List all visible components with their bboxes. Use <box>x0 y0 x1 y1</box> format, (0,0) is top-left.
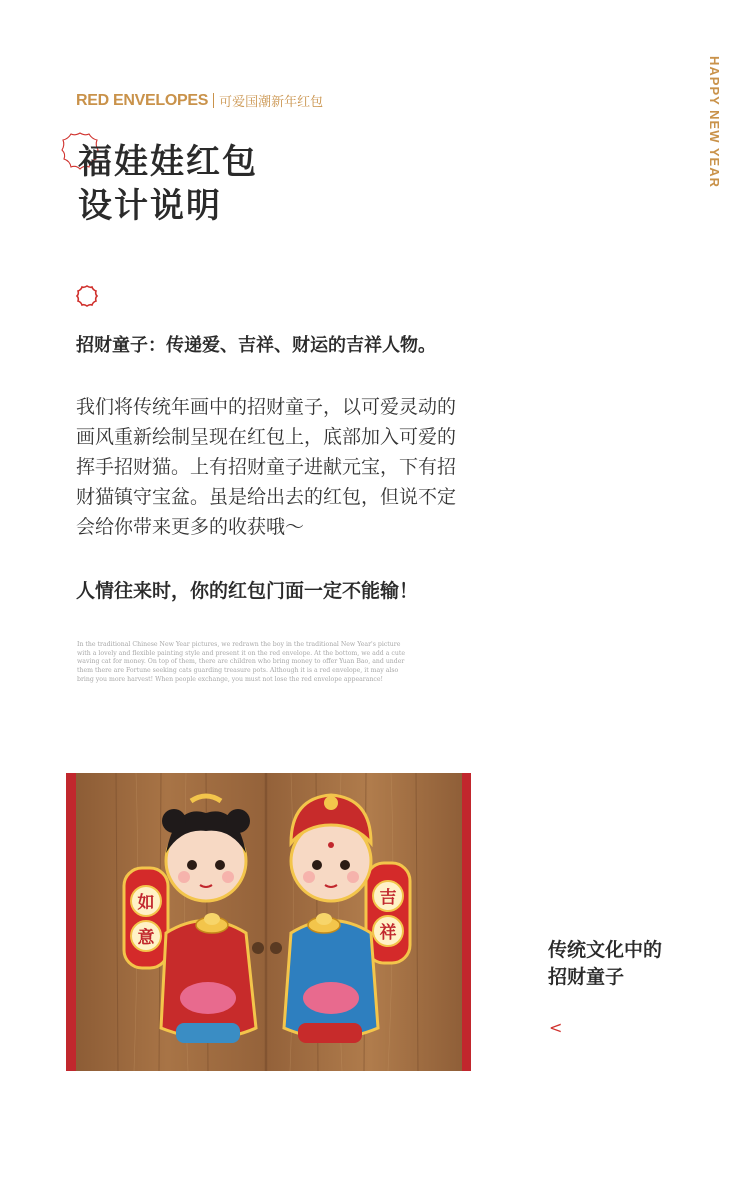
eyebrow-en: RED ENVELOPES <box>76 91 209 109</box>
eyebrow-cn: 可爱国潮新年红包 <box>219 95 324 110</box>
english-line: waving cat for money. On top of them, there are children who bring money to offer Yuan Bao, and under <box>77 658 405 666</box>
english-description <box>77 641 417 685</box>
body-line: 挥手招财猫。上有招财童子进献元宝，下有招 <box>76 456 457 478</box>
english-line: In the traditional Chinese New Year pictures, we redrawn the boy in the traditional New Year's picture <box>77 641 401 648</box>
body-line: 我们将传统年画中的招财童子，以可爱灵动的 <box>76 396 457 418</box>
english-line: with a lovely and flexible painting style and present it on the red envelope. At the bottom, we add a cute <box>77 649 405 657</box>
body-line: 会给你带来更多的收获哦～ <box>76 516 305 538</box>
eyebrow-divider <box>213 93 214 108</box>
description-paragraph <box>76 392 508 542</box>
prev-arrow-icon[interactable]: < <box>549 1018 563 1037</box>
body-line: 画风重新绘制呈现在红包上，底部加入可爱的 <box>76 426 457 448</box>
body-line: 财猫镇守宝盆。虽是给出去的红包，但说不定 <box>76 486 457 508</box>
door-god-photo <box>66 773 471 1071</box>
couplet-char: 吉 <box>379 888 397 908</box>
eyebrow <box>76 91 323 110</box>
side-tag-happy-new-year: HAPPY NEW YEAR <box>707 56 722 188</box>
title-line-1: 福娃娃红包 <box>78 142 258 182</box>
couplet-char: 如 <box>137 893 155 913</box>
tagline: 人情往来时，你的红包门面一定不能输！ <box>76 580 419 602</box>
photo-caption <box>548 937 662 991</box>
caption-line-1: 传统文化中的 <box>548 939 663 961</box>
title-line-2: 设计说明 <box>78 186 222 226</box>
english-line: bring you more harvest! When people exchange, you must not lose the red envelope appearance! <box>77 675 384 683</box>
caption-line-2: 招财童子 <box>548 966 625 988</box>
flower-ornament-icon <box>75 284 99 308</box>
lead-sentence: 招财童子：传递爱、吉祥、财运的吉祥人物。 <box>76 335 436 356</box>
english-line: them there are Fortune seeking cats guarding treasure pots. Although it is a red envelope, it may also <box>77 667 399 675</box>
page-title <box>78 140 258 228</box>
couplet-char: 祥 <box>379 923 397 943</box>
door-god-illustration <box>66 773 471 1071</box>
couplet-char: 意 <box>137 928 155 948</box>
